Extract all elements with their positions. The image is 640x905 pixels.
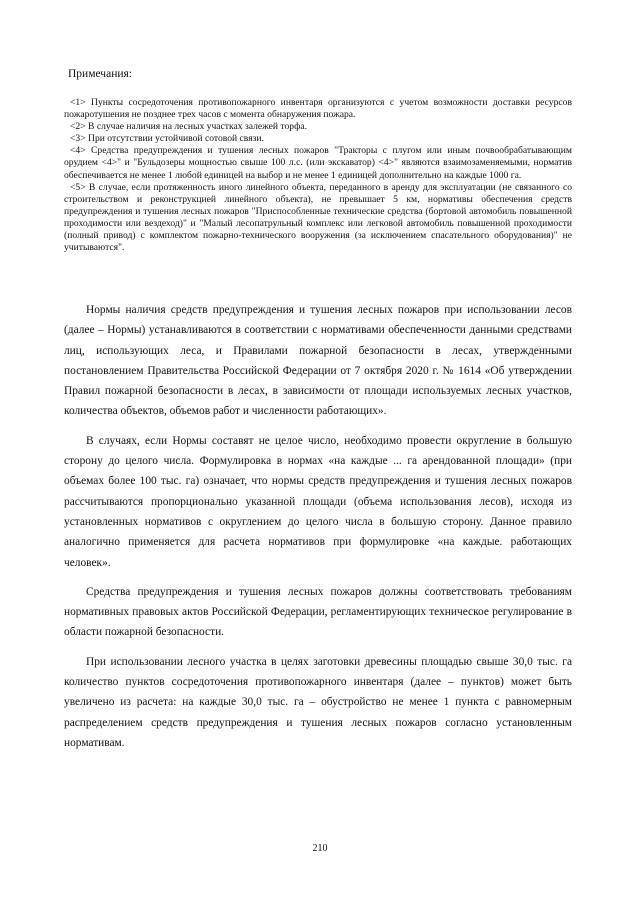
note-item: <4> Средства предупреждения и тушения лесных пожаров "Тракторы с плугом или иным почвообрабатывающим орудием <4>" и "Бульдозеры мощностью свыше 100 л.с. (или экскаватор) <4>" являются взаимозаменяемыми, норматив обеспечивается не менее 1 любой единицей на выбор и не менее 1 единицей дополнительно на каждые 1000 га. xyxy=(64,145,572,181)
body-paragraph: При использовании лесного участка в целях заготовки древесины площадью свыше 30,0 тыс. га количество пунктов сосредоточения противопожарного инвентаря (далее – пунктов) может быть увеличено из расчета: на каждые 30,0 тыс. га – обустройство не менее 1 пункта с равномерным распределением средств предупреждения и тушения лесных пожаров согласно установленным нормативам. xyxy=(64,655,572,749)
body-paragraph: В случаях, если Нормы составят не целое число, необходимо провести округление в большую сторону до целого числа. Формулировка в нормах «на каждые ... га арендованной площади» (при объемах более 100 тыс. га) означает, что нормы средств предупреждения и тушения лесных пожаров рассчитываются пропорционально указанной площади (объема использования лесов), исходя из установленных нормативов с округлением до целого числа в большую сторону. Данное правило аналогично применяется для расчета нормативов при формулировке «на каждые. работающих человек». xyxy=(64,434,572,569)
body-paragraph: Средства предупреждения и тушения лесных пожаров должны соответствовать требованиям нормативных правовых актов Российской Федерации, регламентирующих техническое регулирование в области пожарной безопасности. xyxy=(64,585,572,639)
notes-heading: Примечания: xyxy=(68,68,132,80)
body-text xyxy=(64,300,572,762)
body-paragraph: Нормы наличия средств предупреждения и тушения лесных пожаров при использовании лесов (далее – Нормы) устанавливаются в соответствии с нормативами обеспеченности данными средствами лиц, использующих леса, и Правилами пожарной безопасности в лесах, утвержденными постановлением Правительства Российской Федерации от 7 октября 2020 г. № 1614 «Об утверждении Правил пожарной безопасности в лесах, в зависимости от площади используемых лесных участков, количества объектов, объемов работ и численности работающих». xyxy=(64,304,572,418)
note-item: <5> В случае, если протяженность иного линейного объекта, переданного в аренду для эксплуатации (не связанного со строительством и реконструкцией линейного объекта), не превышает 5 км, нормативы обеспечения средств предупреждения и тушения лесных пожаров "Приспособленные технические средства (бортовой автомобиль повышенной проходимости или вездеход)" и "Малый лесопатрульный комплекс или легковой автомобиль повышенной проходимости (полный привод) с комплектом пожарно-технического вооружения (за исключением спасательного оборудования)" не учитываются". xyxy=(64,181,572,254)
note-item: <1> Пункты сосредоточения противопожарного инвентаря организуются с учетом возможности доставки ресурсов пожаротушения не позднее трех часов с момента обнаружения пожара. xyxy=(64,97,572,121)
note-item: <3> При отсутствии устойчивой сотовой связи. xyxy=(70,133,264,145)
page-number: 210 xyxy=(312,843,328,854)
notes-list xyxy=(64,97,572,254)
note-item: <2> В случае наличия на лесных участках залежей торфа. xyxy=(70,121,307,133)
